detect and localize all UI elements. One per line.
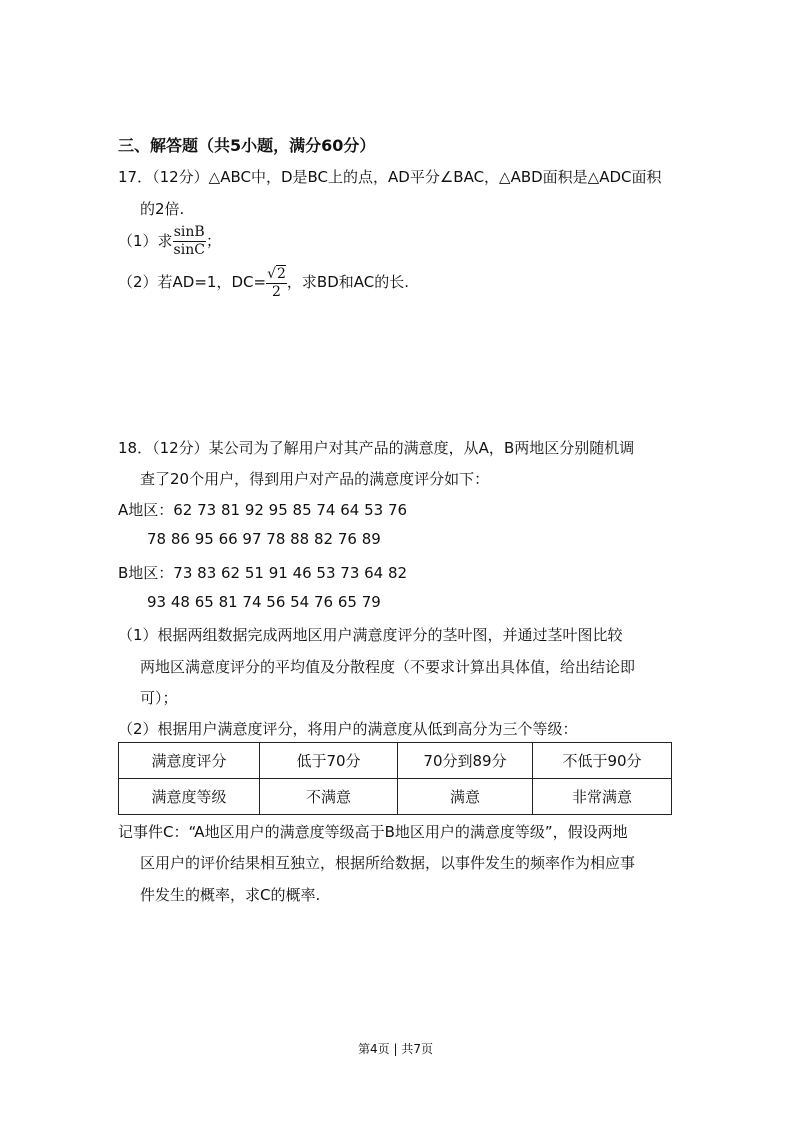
table-cell: 低于70分 xyxy=(260,743,398,779)
q18-a-line1: A地区：62 73 81 92 95 85 74 64 53 76 xyxy=(118,501,408,519)
radicand: 2 xyxy=(276,265,286,282)
q17-line1: 17．（12分）△ABC中，D是BC上的点，AD平分∠BAC，△ABD面积是△ADC面积 xyxy=(118,168,662,186)
q18-c-line3: 件发生的概率，求C的概率. xyxy=(140,886,321,904)
table-cell: 非常满意 xyxy=(533,779,672,815)
table-row xyxy=(119,779,672,815)
fraction-sqrt2-over-2 xyxy=(266,265,287,301)
page-footer: 第4页 | 共7页 xyxy=(358,1042,433,1056)
q18-b-line2: 93 48 65 81 74 56 54 76 65 79 xyxy=(147,593,381,611)
fraction-denominator: sinC xyxy=(173,242,205,258)
fraction-denominator: 2 xyxy=(272,283,281,300)
q18-p1-line3: 可）； xyxy=(140,689,178,707)
table-row xyxy=(119,743,672,779)
q18-p2-line1: （2）根据用户满意度评分，将用户的满意度从低到高分为三个等级： xyxy=(118,720,578,738)
satisfaction-table xyxy=(118,742,672,815)
table-cell: 满意 xyxy=(398,779,533,815)
table-cell: 不低于90分 xyxy=(533,743,672,779)
q17-part1-suffix: ； xyxy=(205,232,221,250)
fraction-sinb-sinc xyxy=(173,224,206,259)
q17-part2 xyxy=(118,263,409,301)
fraction-numerator xyxy=(266,265,287,284)
table-cell: 满意度等级 xyxy=(119,779,260,815)
q18-p1-line1: （1）根据两组数据完成两地区用户满意度评分的茎叶图，并通过茎叶图比较 xyxy=(118,626,623,644)
sqrt-symbol: √2 xyxy=(267,265,286,282)
q18-a-line2: 78 86 95 66 97 78 88 82 76 89 xyxy=(147,530,381,548)
fraction-numerator: sinB xyxy=(173,224,205,240)
q17-line2: 的2倍. xyxy=(140,200,185,218)
q18-line1: 18．（12分）某公司为了解用户对其产品的满意度，从A，B两地区分别随机调 xyxy=(118,439,635,457)
table-cell: 不满意 xyxy=(260,779,398,815)
table-cell: 70分到89分 xyxy=(398,743,533,779)
q18-b-line1: B地区：73 83 62 51 91 46 53 73 64 82 xyxy=(118,564,408,582)
q17-part2-suffix: ，求BD和AC的长. xyxy=(286,273,409,291)
table-cell: 满意度评分 xyxy=(119,743,260,779)
q18-c-line2: 区用户的评价结果相互独立，根据所给数据，以事件发生的频率作为相应事 xyxy=(140,854,636,872)
q18-p1-line2: 两地区满意度评分的平均值及分散程度（不要求计算出具体值，给出结论即 xyxy=(140,658,636,676)
q17-part2-prefix: （2）若AD=1，DC= xyxy=(118,273,267,291)
q18-c-line1: 记事件C：“A地区用户的满意度等级高于B地区用户的满意度等级”，假设两地 xyxy=(118,823,628,841)
q17-part1 xyxy=(118,224,221,259)
q18-line2: 查了20个用户，得到用户对产品的满意度评分如下： xyxy=(140,470,490,488)
section-title: 三、解答题（共5小题，满分60分） xyxy=(118,136,376,155)
q17-part1-prefix: （1）求 xyxy=(118,232,173,250)
